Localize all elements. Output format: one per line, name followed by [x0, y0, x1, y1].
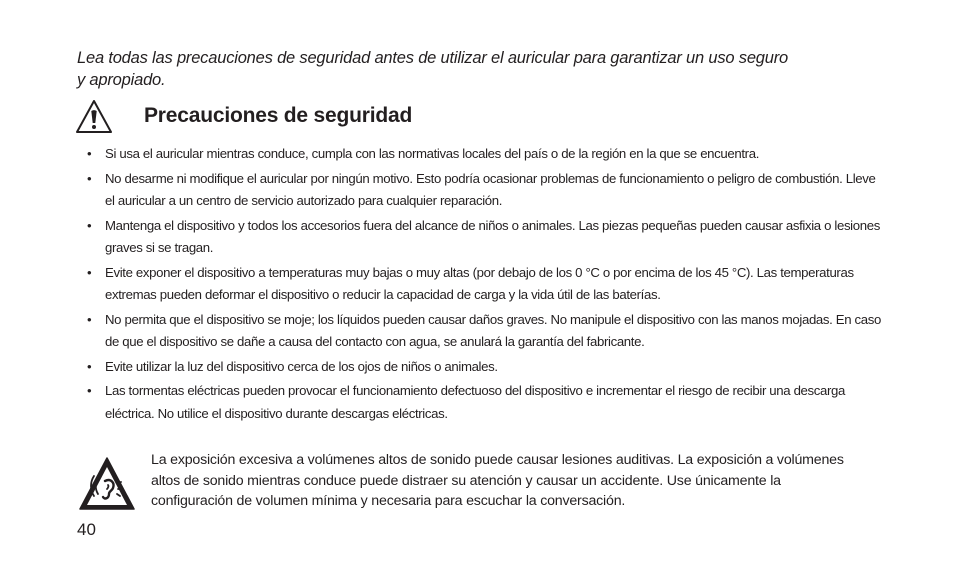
bullet-marker: • — [87, 217, 92, 233]
list-item — [87, 143, 887, 166]
precautions-list — [87, 143, 887, 427]
page-number: 40 — [77, 520, 96, 539]
list-item — [87, 380, 887, 425]
intro-text: Lea todas las precauciones de seguridad antes de utilizar el auricular para garantizar un uso seguro y apropiado. — [77, 49, 789, 89]
list-item-text: No desarme ni modifique el auricular por ningún motivo. Esto podría ocasionar problemas de funcionamiento o peligro de combustión. Lleve el auricular a un centro de servicio autorizado para cualquier reparación. — [105, 170, 876, 208]
list-item — [87, 168, 887, 213]
list-item — [87, 309, 887, 354]
section-title: Precauciones de seguridad — [144, 104, 413, 127]
list-item-text: Evite utilizar la luz del dispositivo cerca de los ojos de niños o animales. — [105, 358, 498, 374]
list-item — [87, 215, 887, 260]
list-item-text: Las tormentas eléctricas pueden provocar el funcionamiento defectuoso del dispositivo e incrementar el riesgo de recibir una descarga eléctrica. No utilice el dispositivo durante descargas eléctricas. — [105, 383, 846, 421]
list-item — [87, 356, 887, 379]
bullet-marker: • — [87, 264, 92, 280]
bullet-marker: • — [87, 311, 92, 327]
warning-triangle-icon — [74, 98, 114, 136]
list-item-text: Mantenga el dispositivo y todos los accesorios fuera del alcance de niños o animales. Las piezas pequeñas pueden causar asfixia o lesiones graves si se tragan. — [105, 217, 880, 255]
hearing-warning-icon — [78, 456, 136, 512]
bullet-marker: • — [87, 170, 92, 186]
list-item-text: No permita que el dispositivo se moje; los líquidos pueden causar daños graves. No manipule el dispositivo con las manos mojadas. En caso de que el dispositivo se dañe a causa del contacto con agua, se anulará la garantía del fabricante. — [105, 311, 881, 349]
bullet-marker: • — [87, 383, 92, 398]
bullet-marker: • — [87, 358, 92, 374]
list-item-text: Si usa el auricular mientras conduce, cumpla con las normativas locales del país o de la región en la que se encuentra. — [105, 146, 760, 161]
bullet-marker: • — [87, 146, 92, 161]
list-item — [87, 262, 887, 307]
list-item-text: Evite exponer el dispositivo a temperaturas muy bajas o muy altas (por debajo de los 0 °C o por encima de los 45 °C). Las temperaturas extremas pueden deformar el dispositivo o reducir la capacidad de carga y la vida útil de las baterías. — [105, 264, 854, 302]
hearing-notice-text: La exposición excesiva a volúmenes altos de sonido puede causar lesiones auditivas. La exposición a volúmenes altos de sonido mientras conduce puede distraer su atención y causar un accidente. Use únicamente la configuración de volumen mínima y necesaria para escuchar la conversación. — [151, 452, 844, 509]
